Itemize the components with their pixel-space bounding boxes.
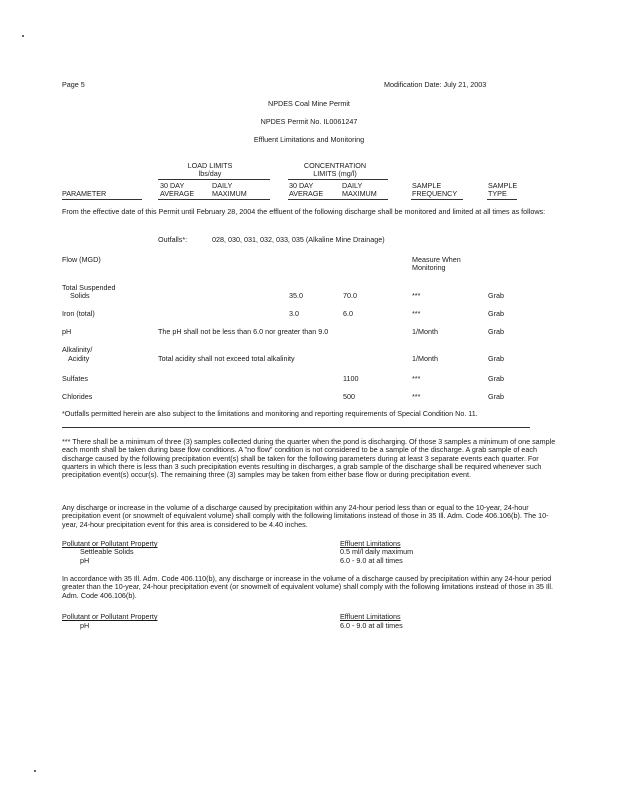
freq-flow: Measure When bbox=[412, 255, 461, 264]
concentration-header: CONCENTRATION bbox=[303, 161, 367, 170]
ph-note: The pH shall not be less than 6.0 nor greater than 9.0 bbox=[158, 327, 329, 336]
alkalinity-note: Total acidity shall not exceed total alkalinity bbox=[158, 354, 295, 363]
tss-type: Grab bbox=[488, 291, 504, 300]
col-frequency-header-2: FREQUENCY bbox=[412, 189, 458, 198]
table-b-left-header: Pollutant or Pollutant Property bbox=[62, 612, 158, 621]
sulfates-type: Grab bbox=[488, 374, 504, 383]
param-iron: Iron (total) bbox=[62, 309, 95, 318]
load-cols-rule bbox=[158, 199, 270, 200]
iron-type: Grab bbox=[488, 309, 504, 318]
sampling-footnote: *** There shall be a minimum of three (3) samples collected during the quarter when the pond is discharging. Of those 3 samples a minimum of one sample each month shall be taken during base flow conditions. A "no flow" condition is not considered to be a sample of the discharge. A grab sample of each discharge caused by the following precipitation event(s) shall be taken for the following parameters during at least 3 separate events each quarter. For quarters in which there is less than 3 such precipitation events resulting in discharges, a grab sample of the discharge shall be required whenever such precipitation event(s) occur(s). The remaining three (3) samples may be taken from either base flow or during precipitation event. bbox=[62, 437, 556, 480]
conc-header-rule bbox=[288, 179, 388, 180]
outfalls-label: Outfalls*: bbox=[158, 235, 188, 244]
sulfates-max: 1100 bbox=[343, 374, 359, 383]
table-a-row2-left: pH bbox=[80, 556, 90, 565]
table-a-row2-right: 6.0 - 9.0 at all times bbox=[340, 556, 403, 565]
iron-max: 6.0 bbox=[343, 309, 353, 318]
param-flow: Flow (MGD) bbox=[62, 255, 101, 264]
col-type-header-2: TYPE bbox=[488, 189, 507, 198]
footnote-rule bbox=[62, 427, 530, 428]
table-a-row1-left: Settleable Solids bbox=[80, 547, 134, 556]
param-tss: Total Suspended bbox=[62, 283, 116, 292]
modification-date: Modification Date: July 21, 2003 bbox=[384, 80, 487, 89]
tss-max: 70.0 bbox=[343, 291, 357, 300]
param-alkalinity: Alkalinity/ bbox=[62, 345, 93, 354]
tss-avg: 35.0 bbox=[289, 291, 303, 300]
param-tss-2: Solids bbox=[70, 291, 90, 300]
param-sulfates: Sulfates bbox=[62, 374, 88, 383]
load-units: lbs/day bbox=[198, 169, 222, 178]
outfall-footnote: *Outfalls permitted herein are also subject to the limitations and monitoring and reporting requirements of Special Condition No. 11. bbox=[62, 409, 478, 418]
frequency-rule bbox=[411, 199, 463, 200]
type-rule bbox=[487, 199, 517, 200]
ph-type: Grab bbox=[488, 327, 504, 336]
load-limits-header: LOAD LIMITS bbox=[187, 161, 233, 170]
permit-number: NPDES Permit No. IL0061247 bbox=[260, 117, 358, 126]
parameter-header: PARAMETER bbox=[62, 189, 107, 198]
col-type-header: SAMPLE bbox=[488, 181, 518, 190]
alkalinity-freq: 1/Month bbox=[412, 354, 438, 363]
col-average-header: AVERAGE bbox=[160, 189, 195, 198]
conc-cols-rule bbox=[288, 199, 388, 200]
table-a-left-header: Pollutant or Pollutant Property bbox=[62, 539, 158, 548]
table-b-row1-left: pH bbox=[80, 621, 90, 630]
sulfates-freq: *** bbox=[412, 374, 421, 383]
param-alkalinity-2: Acidity bbox=[68, 354, 90, 363]
freq-flow-2: Monitoring bbox=[412, 263, 446, 272]
col-caverage-header: AVERAGE bbox=[289, 189, 324, 198]
table-b-right-header: Effluent Limitations bbox=[340, 612, 401, 621]
col-maximum-header: MAXIMUM bbox=[212, 189, 247, 198]
table-a-right-header: Effluent Limitations bbox=[340, 539, 401, 548]
col-c30day-header: 30 DAY bbox=[289, 181, 314, 190]
scan-speck bbox=[34, 770, 36, 772]
page-number: Page 5 bbox=[62, 80, 85, 89]
tss-freq: *** bbox=[412, 291, 421, 300]
section-title: Effluent Limitations and Monitoring bbox=[253, 135, 365, 144]
doc-title: NPDES Coal Mine Permit bbox=[268, 99, 350, 108]
table-b-row1-right: 6.0 - 9.0 at all times bbox=[340, 621, 403, 630]
chlorides-freq: *** bbox=[412, 392, 421, 401]
scan-speck bbox=[22, 35, 24, 37]
iron-avg: 3.0 bbox=[289, 309, 299, 318]
alkalinity-type: Grab bbox=[488, 354, 504, 363]
outfalls-value: 028, 030, 031, 032, 033, 035 (Alkaline Mine Drainage) bbox=[212, 235, 385, 244]
col-cmaximum-header: MAXIMUM bbox=[342, 189, 377, 198]
ph-freq: 1/Month bbox=[412, 327, 438, 336]
conc-limits-header: LIMITS (mg/l) bbox=[313, 169, 357, 178]
col-30day-header: 30 DAY bbox=[160, 181, 185, 190]
intro-paragraph: From the effective date of this Permit until February 28, 2004 the effluent of the following discharge shall be monitored and limited at all times as follows: bbox=[62, 207, 546, 216]
greater-than-paragraph: In accordance with 35 Ill. Adm. Code 406.110(b), any discharge or increase in the volume of a discharge caused by precipitation within any 24-hour period greater than the 10-year, 24-hour precipitation event (or snowmelt of equivalent volume) shall comply with the following limitations instead of those in 35 Ill. Adm. Code 406.106(b). bbox=[62, 574, 554, 600]
chlorides-type: Grab bbox=[488, 392, 504, 401]
param-chlorides: Chlorides bbox=[62, 392, 93, 401]
table-a-row1-right: 0.5 ml/l daily maximum bbox=[340, 547, 414, 556]
ten-year-paragraph: Any discharge or increase in the volume of a discharge caused by precipitation within any 24-hour period less than or equal to the 10-year, 24-hour precipitation event (or snowmelt of equivalent volume) shall comply with the following limitations instead of those in 35 Ill. Adm. Code 406.106(b). The 10-year, 24-hour precipitation event for this area is considered to be 4.40 inches. bbox=[62, 503, 549, 529]
col-daily-header: DAILY bbox=[212, 181, 233, 190]
chlorides-max: 500 bbox=[343, 392, 355, 401]
col-cdaily-header: DAILY bbox=[342, 181, 363, 190]
parameter-rule bbox=[62, 199, 142, 200]
col-frequency-header: SAMPLE bbox=[412, 181, 442, 190]
load-header-rule bbox=[158, 179, 270, 180]
iron-freq: *** bbox=[412, 309, 421, 318]
param-ph: pH bbox=[62, 327, 72, 336]
